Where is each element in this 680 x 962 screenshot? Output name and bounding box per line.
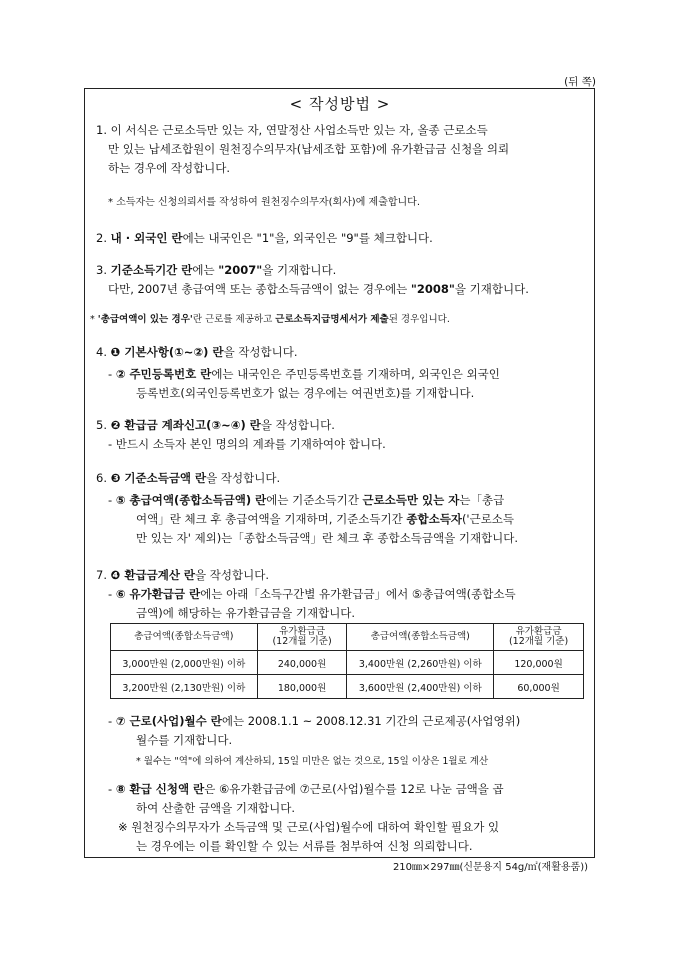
item-7-months-line-2: 월수를 기재합니다. <box>136 733 233 747</box>
refund-bracket-table <box>110 623 584 699</box>
item-3 <box>96 261 586 299</box>
item-7-months-note-text: * 월수는 "역"에 의하여 계산하되, 15일 미만은 없는 것으로, 15일 이상은 1월로 계산 <box>136 756 489 767</box>
item-3-line-2a: 다만, 2007년 총급여액 또는 종합소득금액이 없는 경우에는 <box>108 282 411 296</box>
table-row <box>111 651 584 675</box>
item-3-mid: 에는 <box>192 263 219 277</box>
item-7-months <box>96 712 586 750</box>
item-6-heading: ❸ 기준소득금액 란 <box>110 471 207 485</box>
table-cell: 180,000원 <box>257 675 347 699</box>
item-7-sub-line-2: 금액)에 해당하는 유가환급금을 기재합니다. <box>136 606 356 620</box>
item-4-sub-dash: - <box>108 367 116 381</box>
item-1-line-2: 만 있는 납세조합원이 원천징수의무자(납세조합 포함)에 유가환급금 신청을 의뢰 <box>108 142 510 156</box>
item-1-note-text: * 소득자는 신청의뢰서를 작성하여 원천징수의무자(회사)에 제출합니다. <box>108 197 421 208</box>
item-7-months-heading: ⑦ 근로(사업)월수 란 <box>115 714 222 728</box>
item-7-months-text: 에는 2008.1.1 ~ 2008.12.31 기간의 근로제공(사업영위) <box>221 714 521 728</box>
item-3-text: 을 기재합니다. <box>262 263 337 277</box>
item-7-heading: ❹ 환급금계산 란 <box>110 568 196 582</box>
item-2-text: 에는 내국인은 "1"을, 외국인은 "9"를 체크합니다. <box>182 231 433 245</box>
item-7-confirm-note-2: 는 경우에는 이를 확인할 수 있는 서류를 첨부하여 신청 의뢰합니다. <box>136 839 473 853</box>
item-4-heading: ❶ 기본사항(①~②) 란 <box>110 345 224 359</box>
item-4 <box>96 343 586 403</box>
item-7-request-dash: - <box>108 782 116 796</box>
item-3-year: "2007" <box>218 263 263 277</box>
item-3-note-c: 란 근로를 제공하고 <box>192 314 276 325</box>
item-6-line-3: 만 있는 자' 제외)는「종합소득금액」란 체크 후 종합소득금액을 기재합니다. <box>136 531 519 545</box>
table-cell: 3,400만원 (2,260만원) 이하 <box>347 651 494 675</box>
table-cell: 240,000원 <box>257 651 347 675</box>
item-1-line-3: 하는 경우에 작성합니다. <box>108 161 231 175</box>
table-header-refund-2: 유가환급금 (12개월 기준) <box>494 624 584 651</box>
item-2 <box>96 229 586 248</box>
item-3-line-2b: "2008" <box>410 282 455 296</box>
item-6 <box>96 469 586 548</box>
item-7-sub-dash: - <box>108 587 116 601</box>
back-page-label: (뒤 쪽) <box>564 76 596 88</box>
item-7-request-text: 은 ⑥유가환급금에 ⑦근로(사업)월수를 12로 나눈 금액을 곱 <box>204 782 504 796</box>
item-7-text: 을 작성합니다. <box>195 568 270 582</box>
item-7-months-note <box>96 752 586 771</box>
item-6-line-2a: 여액」란 체크 후 총급여액을 기재하며, 기준소득기간 <box>136 512 407 526</box>
item-3-note-a: * <box>90 314 98 325</box>
item-7-months-dash: - <box>108 714 116 728</box>
item-6-sub-dash: - <box>108 493 116 507</box>
item-3-note <box>90 310 580 329</box>
item-7-number: 7. <box>96 568 111 582</box>
item-3-heading: 기준소득기간 란 <box>110 263 193 277</box>
item-2-number: 2. <box>96 231 111 245</box>
table-header-income-1: 총급여액(종합소득금액) <box>111 624 258 651</box>
item-7-request-line-2: 하여 산출한 금액을 기재합니다. <box>136 801 296 815</box>
table-cell: 60,000원 <box>494 675 584 699</box>
table-header-refund-1: 유가환급금 (12개월 기준) <box>257 624 347 651</box>
item-4-number: 4. <box>96 345 111 359</box>
item-6-number: 6. <box>96 471 111 485</box>
table-cell: 3,000만원 (2,000만원) 이하 <box>111 651 258 675</box>
item-6-sub-text-a: 에는 기준소득기간 <box>266 493 363 507</box>
item-5-sub: - 반드시 소득자 본인 명의의 계좌를 기재하여야 합니다. <box>108 437 386 451</box>
item-4-sub-text: 에는 내국인은 주민등록번호를 기재하며, 외국인은 외국인 <box>211 367 500 381</box>
item-3-line-2c: 을 기재합니다. <box>454 282 529 296</box>
item-7-sub-heading: ⑥ 유가환급금 란 <box>115 587 201 601</box>
item-6-sub-heading: ⑤ 총급여액(종합소득금액) 란 <box>115 493 267 507</box>
item-4-sub-heading: ② 주민등록번호 란 <box>115 367 212 381</box>
item-4-text: 을 작성합니다. <box>223 345 298 359</box>
item-3-note-b: '총급여액이 있는 경우' <box>97 314 193 325</box>
item-7-sub-text: 에는 아래「소득구간별 유가환급금」에서 ⑤총급여액(종합소득 <box>200 587 516 601</box>
item-3-number: 3. <box>96 263 111 277</box>
item-7 <box>96 566 586 623</box>
item-6-line-2b: 종합소득자 <box>406 512 462 526</box>
item-1-line-1: 1. 이 서식은 근로소득만 있는 자, 연말정산 사업소득만 있는 자, 올종 근로소득 <box>96 123 488 137</box>
item-5-number: 5. <box>96 418 111 432</box>
item-3-note-d: 근로소득지급명세서가 제출 <box>275 314 389 325</box>
table-cell: 3,200만원 (2,130만원) 이하 <box>111 675 258 699</box>
item-5 <box>96 416 586 454</box>
item-6-line-2c: ('근로소득 <box>461 512 515 526</box>
item-3-note-e: 된 경우입니다. <box>388 314 450 325</box>
item-7-refund-request <box>96 780 586 856</box>
item-6-sub-bold-a: 근로소득만 있는 자 <box>362 493 460 507</box>
table-row <box>111 675 584 699</box>
item-5-heading: ❷ 환급금 계좌신고(③~④) 란 <box>110 418 261 432</box>
table-header-income-2: 총급여액(종합소득금액) <box>347 624 494 651</box>
table-cell: 3,600만원 (2,400만원) 이하 <box>347 675 494 699</box>
item-2-heading: 내 · 외국인 란 <box>110 231 183 245</box>
table-header-row <box>111 624 584 651</box>
item-7-request-heading: ⑧ 환급 신청액 란 <box>115 782 205 796</box>
item-7-confirm-note-1: ※ 원천징수의무자가 소득금액 및 근로(사업)월수에 대하여 확인할 필요가 있 <box>118 820 500 834</box>
item-1-note <box>96 193 586 212</box>
item-6-sub-text-b: 는「총급 <box>459 493 505 507</box>
table-cell: 120,000원 <box>494 651 584 675</box>
item-4-sub-line-2: 등록번호(외국인등록번호가 없는 경우에는 여권번호)를 기재합니다. <box>136 386 475 400</box>
item-6-text: 을 작성합니다. <box>206 471 281 485</box>
paper-spec-note: 210㎜×297㎜(신문용지 54g/㎡(재활용품)) <box>392 862 588 873</box>
page-title: < 작성방법 > <box>289 95 391 113</box>
item-5-text: 을 작성합니다. <box>260 418 335 432</box>
item-1 <box>96 121 586 178</box>
